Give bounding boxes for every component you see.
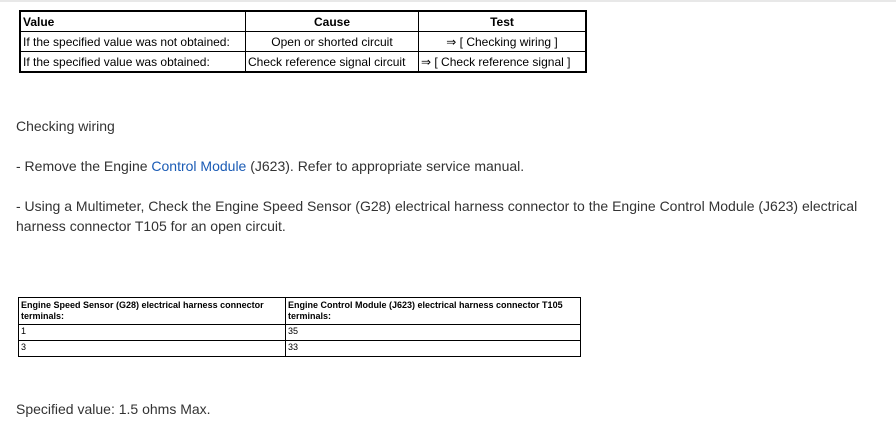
- table-row: [20, 52, 586, 73]
- table-cell: 1: [19, 325, 286, 341]
- terminals-table: [18, 297, 581, 357]
- column-header-value: Value: [20, 11, 246, 32]
- step-check-harness: - Using a Multimeter, Check the Engine Speed Sensor (G28) electrical harness connector to the Engine Control Module (J623) electrical harness connector T105 for an open circuit.: [16, 198, 858, 234]
- table-cell: If the specified value was obtained:: [20, 52, 246, 73]
- step-text: (J623). Refer to appropriate service manual.: [246, 158, 525, 174]
- table-row: [20, 32, 586, 52]
- control-module-link[interactable]: Control Module: [151, 158, 247, 174]
- table-row: [19, 325, 581, 341]
- table-row: [19, 341, 581, 357]
- table-cell: 35: [286, 325, 581, 341]
- column-header-test: Test: [419, 11, 587, 32]
- column-header-ecm-terminals: Engine Control Module (J623) electrical harness connector T105 terminals:: [286, 298, 581, 325]
- column-header-cause: Cause: [246, 11, 419, 32]
- table-cell: 3: [19, 341, 286, 357]
- table-cell: Check reference signal circuit: [246, 52, 419, 73]
- table-cell: 33: [286, 341, 581, 357]
- column-header-sensor-terminals: Engine Speed Sensor (G28) electrical harness connector terminals:: [19, 298, 286, 325]
- top-divider: [0, 0, 896, 2]
- table-cell: Open or shorted circuit: [246, 32, 419, 52]
- table-header-row: [19, 298, 581, 325]
- specified-value: Specified value: 1.5 ohms Max.: [16, 401, 211, 417]
- results-table: [19, 10, 587, 73]
- step-remove-ecm: [16, 156, 876, 176]
- step-text: - Remove the Engine: [16, 158, 152, 174]
- checking-wiring-link[interactable]: ⇒ [ Checking wiring ]: [419, 32, 587, 52]
- section-heading: Checking wiring: [16, 118, 115, 134]
- check-reference-signal-link[interactable]: ⇒ [ Check reference signal ]: [419, 52, 587, 73]
- table-header-row: [20, 11, 586, 32]
- table-cell: If the specified value was not obtained:: [20, 32, 246, 52]
